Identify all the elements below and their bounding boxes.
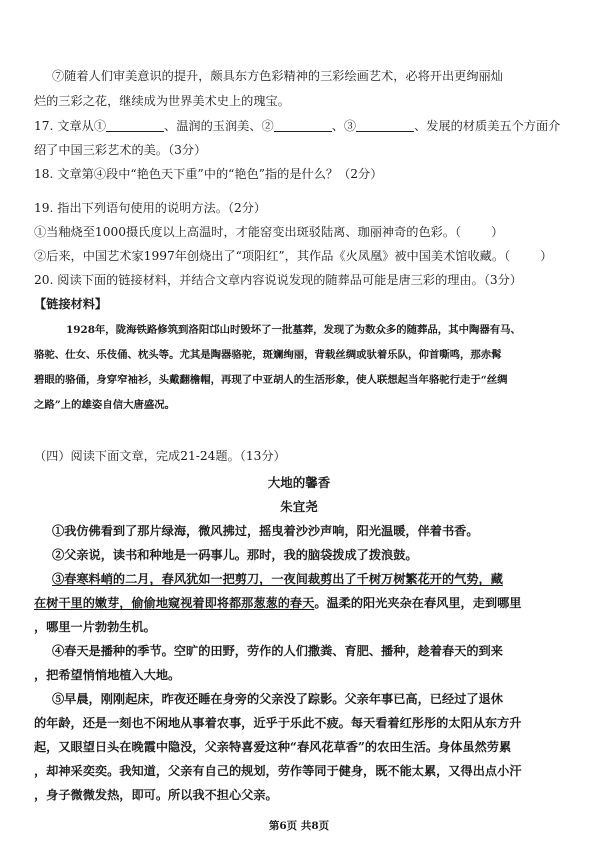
paragraph-7-line-2: 烂的三彩之花，继续成为世界美术史上的瑰宝。 <box>34 94 290 108</box>
question-18: 18. 文章第④段中“艳色天下重”中的“艳色”指的是什么？（2分） <box>34 167 383 181</box>
article-paragraph-3-line-2: 在树干里的嫩芽，偷偷地窥视着即将都那葱葱的春天。温柔的阳光夹杂在春风里，走到哪里 <box>34 596 522 610</box>
article-paragraph-1: ①我仿佛看到了那片绿海，微风拂过，摇曳着沙沙声响，阳光温暖，伴着书香。 <box>52 524 479 538</box>
article-title: 大地的馨香 <box>267 475 331 490</box>
underlined-sentence: 在树干里的嫩芽，偷偷地窥视着即将都那葱葱的春天 <box>34 596 315 610</box>
answer-blank-3[interactable] <box>356 119 414 132</box>
page-number-footer: 第6页 共8页 <box>268 820 330 832</box>
link-material-header: 【链接材料】 <box>34 297 108 311</box>
article-paragraph-3-line-3: ，哪里一片勃勃生机。 <box>34 620 156 634</box>
link-material-line-1: 1928年，陇海铁路修筑到洛阳邙山时毁坏了一批墓葬，发现了为数众多的随葬品，其中陶器有马、 <box>66 324 521 336</box>
answer-blank-1[interactable] <box>106 119 164 132</box>
paragraph-7-line-1: ⑦随着人们审美意识的提升，颇具东方色彩精神的三彩绘画艺术，必将开出更绚丽灿 <box>52 69 503 83</box>
question-17-line-2: 绍了中国三彩艺术的美。（3分） <box>34 143 207 157</box>
link-material-line-2: 骆驼、仕女、乐伎俑、枕头等。尤其是陶器骆驼，斑斓绚丽，背载丝绸或驮着乐队，仰首嘶鸣，那赤髯 <box>34 349 502 361</box>
article-paragraph-4-line-1: ④春天是播种的季节。空旷的田野，劳作的人们撒粪、育肥、播种，趁着春天的到来 <box>52 644 503 658</box>
article-paragraph-5-line-5: ，身子微微发热，即可。所以我不担心父亲。 <box>34 788 278 802</box>
article-paragraph-5-line-3: 起，又眼望日头在晚霞中隐没，父亲特喜爱这种“春风花草香”的农田生活。身体虽然劳累 <box>34 740 512 754</box>
section-4-heading: （四）阅读下面文章，完成21-24题。（13分） <box>34 449 286 463</box>
question-20: 20. 阅读下面的链接材料，并结合文章内容说说发现的随葬品可能是唐三彩的理由。（3分） <box>34 273 523 287</box>
question-17-line-1: 17. 文章从① 、温润的玉润美、② 、③ 、发展的材质美五个方面介 <box>34 119 561 133</box>
article-author: 朱宜尧 <box>280 499 318 514</box>
question-19-line-1: 19. 指出下列语句使用的说明方法。（2分） <box>34 201 267 215</box>
article-paragraph-5-line-2: 的年龄，还是一刻也不闲地从事着农事，近乎于乐此不疲。每天看着红彤彤的太阳从东方升 <box>34 716 522 730</box>
article-paragraph-2: ②父亲说，读书和种地是一码事儿。那时，我的脑袋拨成了拨浪鼓。 <box>52 548 418 562</box>
answer-blank-2[interactable] <box>274 119 332 132</box>
article-paragraph-4-line-2: ，把希望悄悄地植入大地。 <box>34 668 181 682</box>
article-paragraph-5-line-4: ，却神采奕奕。我知道，父亲有自己的规划，劳作等同于健身，既不能太累，又得出点小汗 <box>34 764 522 778</box>
link-material-line-4: 之路”上的雄姿自信大唐盛况。 <box>34 399 176 411</box>
question-19-sentence-2: ②后来，中国艺术家1997年创烧出了“项阳红”，其作品《火凤凰》被中国美术馆收藏。（ ） <box>34 249 553 263</box>
question-19-sentence-1: ①当釉烧至1000摄氏度以上高温时，才能窑变出斑驳陆离、珈丽神奇的色彩。（ ） <box>34 225 504 239</box>
article-paragraph-5-line-1: ⑤早晨，刚刚起床，昨夜还睡在身旁的父亲没了踪影。父亲年事已高，已经过了退休 <box>52 692 503 706</box>
link-material-line-3: 碧眼的骆俑，身穿窄袖衫，头戴翻檐帽，再现了中亚胡人的生活形象，使人联想起当年骆驼行走于“丝绸 <box>34 374 508 386</box>
article-paragraph-3-line-1: ③春寒料峭的二月，春风犹如一把剪刀，一夜间裁剪出了千树万树繁花开的气势，藏 <box>52 572 503 586</box>
